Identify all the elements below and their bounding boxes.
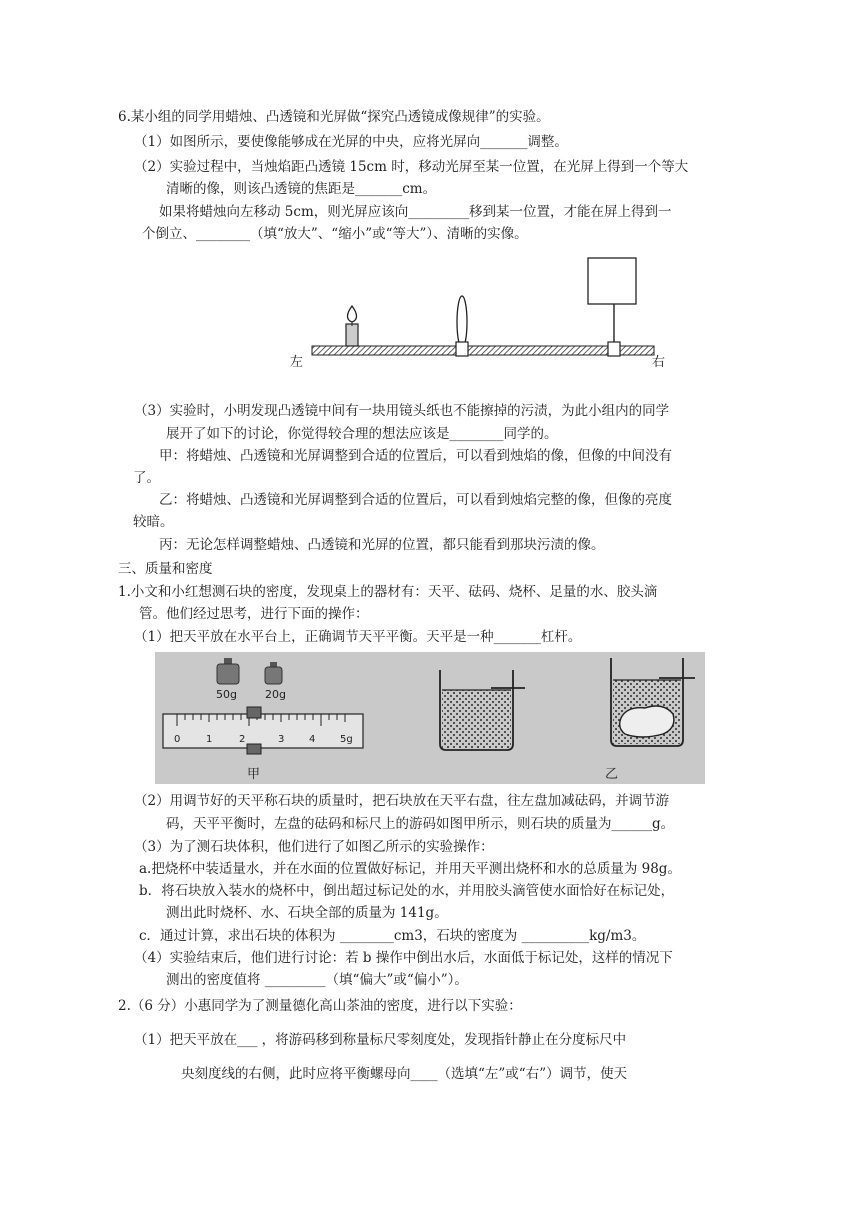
- candle: [346, 306, 358, 346]
- q1-line2: 管。他们经过思考，进行下面的操作：: [139, 606, 369, 622]
- q6-part3-line2: 展开了如下的讨论，你觉得较合理的想法应该是________同学的。: [166, 426, 558, 442]
- option-jia-line2: 了。: [133, 470, 160, 486]
- balance-beaker-figure: [155, 652, 705, 784]
- step-b-line1: b．将石块放入装水的烧杯中，倒出超过标记处的水，并用胶头滴管使水面恰好在标记处，: [139, 883, 675, 899]
- tick-label-3: 3: [278, 734, 285, 745]
- q2-part1-line2: 央刻度线的右侧，此时应将平衡螺母向____（选填“左”或“右”）调节，使天: [181, 1066, 628, 1082]
- section-heading: 三、质量和密度: [118, 561, 213, 577]
- stone: [620, 706, 674, 737]
- step-a: a.把烧杯中装适量水，并在水面的位置做好标记，并用天平测出烧杯和水的总质量为 98g。: [139, 861, 681, 877]
- tick-label-5g: 5g: [340, 734, 353, 745]
- option-yi-line1: 乙：将蜡烛、凸透镜和光屏调整到合适的位置后，可以看到烛焰完整的像，但像的亮度: [159, 492, 672, 508]
- q6-title: 6.某小组的同学用蜡烛、凸透镜和光屏做“探究凸透镜成像规律”的实验。: [118, 109, 550, 125]
- step-c: c．通过计算，求出石块的体积为 ________cm3，石块的密度为 __________kg/m3。: [139, 928, 646, 944]
- q1-part1: （1）把天平放在水平台上，正确调节天平平衡。天平是一种_______杠杆。: [134, 629, 582, 645]
- q6-part3-line1: （3）实验时，小明发现凸透镜中间有一块用镜头纸也不能擦掉的污渍，为此小组内的同学: [134, 403, 670, 419]
- q2-part1-line1: （1）把天平放在___ ，将游码移到称量标尺零刻度处，发现指针静止在分度标尺中: [134, 1032, 627, 1048]
- option-bing: 丙：无论怎样调整蜡烛、凸透镜和光屏的位置，都只能看到那块污渍的像。: [159, 537, 605, 553]
- weight-20g-label: 20g: [265, 688, 286, 701]
- q1-part3: （3）为了测石块体积，他们进行了如图乙所示的实验操作：: [134, 839, 494, 855]
- optical-bench: [312, 346, 654, 355]
- q6-part1: （1）如图所示，要使像能够成在光屏的中央，应将光屏向_______调整。: [134, 134, 568, 150]
- q1-part2-line1: （2）用调节好的天平称石块的质量时，把石块放在天平右盘，往左盘加减砝码，并调节游: [134, 793, 670, 809]
- convex-lens: [456, 296, 468, 356]
- q6-part2-line4: 个倒立、________（填“放大”、“缩小”或“等大”）、清晰的实像。: [142, 226, 528, 242]
- left-label: 左: [290, 355, 304, 370]
- rider-bottom: [247, 744, 261, 754]
- q6-part2-line1: （2）实验过程中，当烛焰距凸透镜 15cm 时，移动光屏至某一位置，在光屏上得到一个等大: [134, 159, 689, 175]
- tick-label-2: 2: [239, 734, 246, 745]
- tick-label-4: 4: [309, 734, 316, 745]
- q1-part2-line2: 码，天平平衡时，左盘的砝码和标尺上的游码如图甲所示，则石块的质量为______g。: [166, 816, 675, 832]
- option-jia-line1: 甲：将蜡烛、凸透镜和光屏调整到合适的位置后，可以看到烛焰的像，但像的中间没有: [159, 448, 672, 464]
- option-yi-line2: 较暗。: [133, 514, 174, 530]
- light-screen: [588, 258, 636, 356]
- step-b-line2: 测出此时烧杯、水、石块全部的质量为 141g。: [166, 905, 448, 921]
- tick-label-1: 1: [206, 734, 213, 745]
- q1-part4-line1: （4）实验结束后，他们进行讨论：若 b 操作中倒出水后，水面低于标记处，这样的情况下: [134, 950, 673, 966]
- weight-50g-label: 50g: [216, 688, 237, 701]
- q6-part2-line2: 清晰的像，则该凸透镜的焦距是_______cm。: [166, 181, 437, 197]
- rider-top: [247, 707, 261, 718]
- right-label: 右: [652, 355, 666, 370]
- q1-part4-line2: 测出的密度值将 _________（填“偏大”或“偏小”）。: [166, 972, 468, 988]
- figure-label-jia: 甲: [247, 767, 261, 782]
- q2-title: 2.（6 分）小惠同学为了测量德化高山茶油的密度，进行以下实验：: [118, 998, 522, 1014]
- q1-line1: 1.小文和小红想测石块的密度，发现桌上的器材有：天平、砝码、烧杯、足量的水、胶头滴: [118, 584, 658, 600]
- optical-bench-figure: [280, 250, 680, 370]
- tick-label-0: 0: [174, 734, 181, 745]
- figure-label-yi: 乙: [605, 767, 619, 782]
- q6-part2-line3: 如果将蜡烛向左移动 5cm，则光屏应该向_________移到某一位置，才能在屏上得到一: [159, 204, 672, 220]
